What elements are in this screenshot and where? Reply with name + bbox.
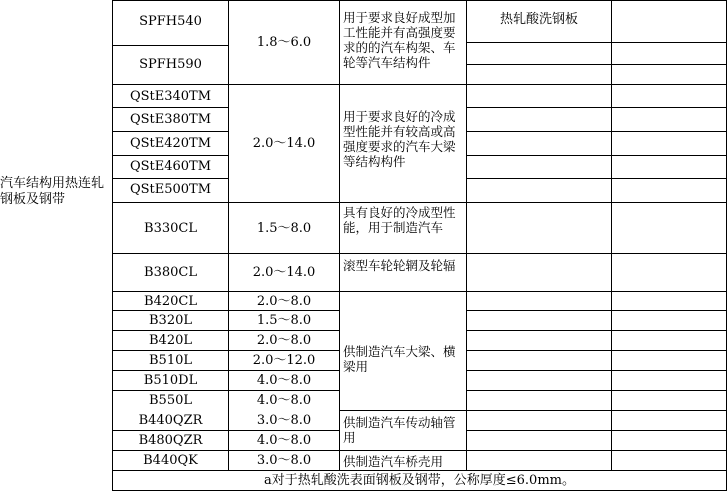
thickness-cell: 1.5～8.0 xyxy=(256,221,312,236)
grade-cell: B440QK xyxy=(143,453,198,468)
thickness-cell: 2.0～8.0 xyxy=(256,333,312,348)
thickness-cell: 4.0～8.0 xyxy=(256,373,312,388)
application-cell: 供制造汽车大梁、横梁用 xyxy=(343,344,456,374)
application-cell: 滚型车轮轮辋及轮辐 xyxy=(343,258,456,273)
thickness-cell: 2.0～14.0 xyxy=(252,136,316,151)
grade-cell: B380CL xyxy=(144,265,197,280)
category-cell: 热轧酸洗钢板 xyxy=(499,12,578,27)
thickness-cell: 2.0～8.0 xyxy=(256,294,312,309)
grade-cell: B420L xyxy=(149,333,192,348)
thickness-cell: 3.0～8.0 xyxy=(256,453,312,468)
grade-cell: B550L xyxy=(149,393,192,408)
grade-cell: B330CL xyxy=(144,221,197,236)
grade-cell: QStE500TM xyxy=(129,182,212,197)
thickness-cell: 4.0～8.0 xyxy=(256,393,312,408)
grade-cell: B510DL xyxy=(143,373,198,388)
grade-cell: SPFH590 xyxy=(139,57,202,72)
thickness-cell: 1.5～8.0 xyxy=(256,313,312,328)
thickness-cell: 2.0～14.0 xyxy=(252,265,316,280)
grade-cell: B480QZR xyxy=(138,433,203,448)
side-category-label: 汽车结构用热连轧钢板及钢带 xyxy=(0,176,105,207)
thickness-cell: 2.0～12.0 xyxy=(252,353,316,368)
grade-cell: B440QZR xyxy=(138,413,203,428)
application-cell: 具有良好的冷成型性能，用于制造汽车 xyxy=(343,205,456,235)
thickness-cell: 3.0～8.0 xyxy=(256,413,312,428)
grade-cell: QStE380TM xyxy=(129,112,212,127)
grade-cell: B510L xyxy=(149,353,192,368)
grade-cell: QStE460TM xyxy=(129,159,212,174)
thickness-cell: 1.8～6.0 xyxy=(256,35,312,50)
grade-cell: QStE340TM xyxy=(129,89,212,104)
thickness-cell: 4.0～8.0 xyxy=(256,433,312,448)
grade-cell: B420CL xyxy=(144,294,197,309)
application-cell: 供制造汽车桥壳用 xyxy=(343,454,444,469)
grade-cell: QStE420TM xyxy=(129,136,212,151)
application-cell: 用于要求良好成型加工性能并有高强度要求的的汽车构架、车轮等汽车结构件 xyxy=(343,10,456,70)
application-cell: 用于要求良好的冷成型性能并有较高或高强度要求的汽车大梁等结构构件 xyxy=(343,109,456,169)
grade-cell: SPFH540 xyxy=(139,14,202,29)
table-footnote: a对于热轧酸洗表面钢板及钢带，公称厚度≤6.0mm。 xyxy=(264,473,575,488)
application-cell: 供制造汽车传动轴管用 xyxy=(343,415,456,445)
grade-cell: B320L xyxy=(149,313,192,328)
